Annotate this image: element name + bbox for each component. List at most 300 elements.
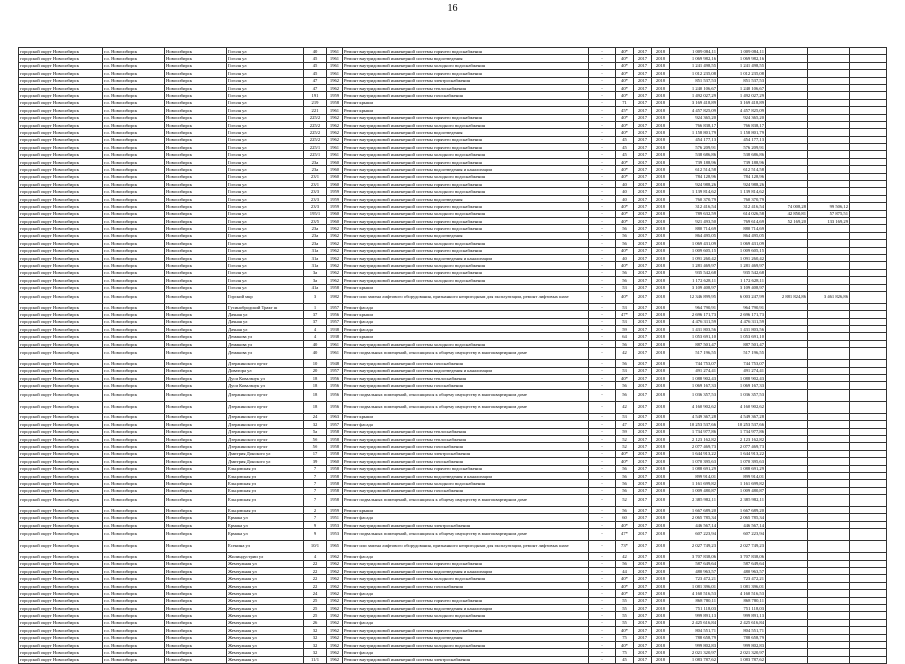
table-row — [19, 340, 887, 347]
total-cost-cell: 1 241 498,55 — [670, 62, 718, 69]
work-type-cell: Ремонт внутридомовой инженерной системы водоотведения — [343, 129, 589, 136]
budget-cost-cell — [766, 84, 808, 91]
total-cost-cell: 4 476 311,59 — [670, 318, 718, 325]
locality-cell: Новосибирск — [165, 55, 227, 62]
locality-cell: Новосибирск — [165, 225, 227, 232]
build-year-cell: 1960 — [327, 173, 343, 180]
street-cell: Гоголя ул — [227, 188, 304, 195]
wear-percent-cell: 53 — [616, 303, 634, 310]
table-row — [19, 514, 887, 521]
district-cell: городской округ Новосибирск — [19, 254, 103, 261]
start-year-cell: 2017 — [634, 225, 652, 232]
extra-cost-cell — [850, 582, 887, 589]
extra-cost-cell — [850, 129, 887, 136]
wear-percent-cell: 56 — [616, 389, 634, 401]
budget-cost-cell — [766, 634, 808, 641]
house-number-cell: 32 — [304, 421, 327, 428]
wear-percent-cell: 40* — [616, 173, 634, 180]
fund-cost-cell: 864 495,05 — [718, 232, 766, 239]
city-district-cell: г.о. Новосибирск — [103, 195, 165, 202]
wear-percent-cell: 59 — [616, 428, 634, 435]
start-year-cell: 2017 — [634, 340, 652, 347]
start-year-cell: 2017 — [634, 70, 652, 77]
extra-cost-cell — [850, 507, 887, 514]
wear-percent-cell: 56 — [616, 232, 634, 239]
district-cell: городской округ Новосибирск — [19, 656, 103, 663]
table-row — [19, 521, 887, 528]
build-year-cell: 1956 — [327, 375, 343, 382]
total-cost-cell: 2 077 469,73 — [670, 443, 718, 450]
table-row — [19, 472, 887, 479]
city-district-cell: г.о. Новосибирск — [103, 326, 165, 333]
start-year-cell: 2017 — [634, 428, 652, 435]
build-year-cell: 1957 — [327, 367, 343, 374]
work-type-cell: Ремонт внутридомовой инженерной системы холодного водоснабжения — [343, 151, 589, 158]
start-year-cell: 2017 — [634, 55, 652, 62]
total-cost-cell: 739 188,96 — [670, 158, 718, 165]
dash-cell: - — [589, 413, 616, 420]
street-cell: Жемчужная ул — [227, 627, 304, 634]
city-district-cell: г.о. Новосибирск — [103, 277, 165, 284]
budget-cost-cell — [766, 240, 808, 247]
end-year-cell: 2018 — [652, 188, 670, 195]
start-year-cell: 2017 — [634, 553, 652, 560]
table-row — [19, 217, 887, 224]
end-year-cell: 2018 — [652, 450, 670, 457]
dash-cell: - — [589, 553, 616, 560]
district-cell: городской округ Новосибирск — [19, 507, 103, 514]
wear-percent-cell: 75 — [616, 649, 634, 656]
start-year-cell: 2017 — [634, 521, 652, 528]
extra-cost-cell — [850, 443, 887, 450]
district-cell: городской округ Новосибирск — [19, 529, 103, 541]
fund-cost-cell: 1 069 167,33 — [718, 382, 766, 389]
extra-cost-cell — [850, 435, 887, 442]
table-row — [19, 507, 887, 514]
dash-cell: - — [589, 291, 616, 303]
locality-cell: Новосибирск — [165, 480, 227, 487]
start-year-cell: 2017 — [634, 495, 652, 507]
extra-cost-cell — [850, 181, 887, 188]
budget-cost-cell — [766, 507, 808, 514]
budget-cost-cell — [766, 303, 808, 310]
house-number-cell: 7 — [304, 514, 327, 521]
dash-cell: - — [589, 507, 616, 514]
wear-percent-cell: 40* — [616, 84, 634, 91]
start-year-cell: 2017 — [634, 77, 652, 84]
dash-cell: - — [589, 472, 616, 479]
city-district-cell: г.о. Новосибирск — [103, 582, 165, 589]
locality-cell: Новосибирск — [165, 421, 227, 428]
start-year-cell: 2017 — [634, 173, 652, 180]
build-year-cell: 1958 — [327, 472, 343, 479]
dash-cell: - — [589, 612, 616, 619]
table-row — [19, 590, 887, 597]
total-cost-cell: 1 088 691,29 — [670, 465, 718, 472]
budget-cost-cell: 2 881 824,86 — [766, 291, 808, 303]
locality-cell: Новосибирск — [165, 291, 227, 303]
wear-percent-cell: 45* — [616, 107, 634, 114]
city-district-cell: г.о. Новосибирск — [103, 333, 165, 340]
street-cell: Гоголя ул — [227, 129, 304, 136]
street-cell: Дзержинского пр-кт — [227, 428, 304, 435]
extra-cost-cell — [850, 367, 887, 374]
table-row — [19, 136, 887, 143]
extra-cost-cell — [850, 649, 887, 656]
build-year-cell: 1958 — [327, 443, 343, 450]
fund-cost-cell: 4 160 902,62 — [718, 401, 766, 413]
budget-cost-cell — [766, 590, 808, 597]
end-year-cell: 2018 — [652, 472, 670, 479]
start-year-cell: 2017 — [634, 367, 652, 374]
house-number-cell: 47 — [304, 77, 327, 84]
start-year-cell: 2017 — [634, 333, 652, 340]
locality-cell: Новосибирск — [165, 277, 227, 284]
wear-percent-cell: 56 — [616, 507, 634, 514]
extra-cost-cell — [850, 656, 887, 663]
district-cell: городской округ Новосибирск — [19, 487, 103, 494]
house-number-cell: 23а — [304, 232, 327, 239]
extra-cost-cell — [850, 92, 887, 99]
budget-cost-cell — [766, 70, 808, 77]
budget-cost-cell — [766, 367, 808, 374]
table-row — [19, 619, 887, 626]
dash-cell: - — [589, 62, 616, 69]
district-cell: городской округ Новосибирск — [19, 367, 103, 374]
city-district-cell: г.о. Новосибирск — [103, 401, 165, 413]
extra-cost-cell — [850, 151, 887, 158]
city-district-cell: г.о. Новосибирск — [103, 458, 165, 465]
extra-cost-cell — [850, 560, 887, 567]
wear-percent-cell: 55 — [616, 612, 634, 619]
budget-cost-cell — [766, 151, 808, 158]
district-cell: городской округ Новосибирск — [19, 158, 103, 165]
table-row — [19, 649, 887, 656]
total-cost-cell: 887 501,47 — [670, 340, 718, 347]
budget-cost-cell — [766, 195, 808, 202]
build-year-cell: 1961 — [327, 70, 343, 77]
end-year-cell: 2018 — [652, 627, 670, 634]
work-type-cell: Ремонт внутридомовой инженерной системы холодного водоснабжения — [343, 612, 589, 619]
locality-cell: Новосибирск — [165, 360, 227, 367]
end-year-cell: 2018 — [652, 114, 670, 121]
wear-percent-cell: 40* — [616, 291, 634, 303]
table-row — [19, 188, 887, 195]
extra-cost-cell — [850, 291, 887, 303]
total-cost-cell: 1 081 396,01 — [670, 582, 718, 589]
work-type-cell: Ремонт внутридомовой инженерной системы холодного водоснабжения — [343, 210, 589, 217]
budget-cost-cell — [766, 129, 808, 136]
total-cost-cell: 538 686,86 — [670, 151, 718, 158]
owners-cost-cell — [808, 303, 850, 310]
end-year-cell: 2018 — [652, 151, 670, 158]
wear-percent-cell: 40* — [616, 210, 634, 217]
city-district-cell: г.о. Новосибирск — [103, 188, 165, 195]
house-number-cell: 225/1 — [304, 144, 327, 151]
district-cell: городской округ Новосибирск — [19, 443, 103, 450]
budget-cost-cell — [766, 254, 808, 261]
table-row — [19, 443, 887, 450]
city-district-cell: г.о. Новосибирск — [103, 450, 165, 457]
dash-cell: - — [589, 210, 616, 217]
work-type-cell: Ремонт внутридомовой инженерной системы водоотведения — [343, 195, 589, 202]
district-cell: городской округ Новосибирск — [19, 541, 103, 553]
fund-cost-cell: 788 658,79 — [718, 634, 766, 641]
build-year-cell: 1962 — [327, 240, 343, 247]
district-cell: городской округ Новосибирск — [19, 560, 103, 567]
wear-percent-cell: 47* — [616, 311, 634, 318]
extra-cost-cell — [850, 575, 887, 582]
dash-cell: - — [589, 232, 616, 239]
owners-cost-cell — [808, 240, 850, 247]
start-year-cell: 2017 — [634, 48, 652, 55]
street-cell: Гоголя ул — [227, 195, 304, 202]
start-year-cell: 2017 — [634, 107, 652, 114]
end-year-cell: 2018 — [652, 348, 670, 360]
budget-cost-cell — [766, 529, 808, 541]
fund-cost-cell: 751 118,03 — [718, 605, 766, 612]
budget-cost-cell — [766, 649, 808, 656]
start-year-cell: 2017 — [634, 575, 652, 582]
owners-cost-cell — [808, 465, 850, 472]
start-year-cell: 2017 — [634, 472, 652, 479]
table-row — [19, 262, 887, 269]
work-type-cell: Ремонт внутридомовой инженерной системы электроснабжения — [343, 77, 589, 84]
work-type-cell: Ремонт внутридомовой инженерной системы холодного водоснабжения — [343, 240, 589, 247]
dash-cell: - — [589, 269, 616, 276]
fund-cost-cell: 1 734 977,86 — [718, 428, 766, 435]
city-district-cell: г.о. Новосибирск — [103, 77, 165, 84]
wear-percent-cell: 40* — [616, 62, 634, 69]
street-cell: Гоголя ул — [227, 262, 304, 269]
total-cost-cell: 1 139 814,62 — [670, 188, 718, 195]
wear-percent-cell: 40 — [616, 254, 634, 261]
locality-cell: Новосибирск — [165, 114, 227, 121]
total-cost-cell: 924 365,20 — [670, 114, 718, 121]
city-district-cell: г.о. Новосибирск — [103, 340, 165, 347]
budget-cost-cell — [766, 413, 808, 420]
work-type-cell: Ремонт внутридомовой инженерной системы горячего водоснабжения — [343, 136, 589, 143]
street-cell: Демакова ул — [227, 348, 304, 360]
work-type-cell: Ремонт внутридомовой инженерной системы электроснабжения — [343, 450, 589, 457]
end-year-cell: 2018 — [652, 367, 670, 374]
work-type-cell: Ремонт крыши — [343, 333, 589, 340]
extra-cost-cell — [850, 240, 887, 247]
budget-cost-cell — [766, 269, 808, 276]
table-row — [19, 560, 887, 567]
locality-cell: Новосибирск — [165, 262, 227, 269]
city-district-cell: г.о. Новосибирск — [103, 641, 165, 648]
city-district-cell: г.о. Новосибирск — [103, 367, 165, 374]
work-type-cell: Ремонт крыши — [343, 107, 589, 114]
work-type-cell: Ремонт подвальных помещений, относящихся к общему имуществу в многоквартирном доме — [343, 495, 589, 507]
fund-cost-cell: 2 065 785,34 — [718, 514, 766, 521]
total-cost-cell: 2 385 982,11 — [670, 495, 718, 507]
district-cell: городской округ Новосибирск — [19, 421, 103, 428]
start-year-cell: 2017 — [634, 401, 652, 413]
house-number-cell: 31а — [304, 254, 327, 261]
budget-cost-cell — [766, 77, 808, 84]
work-type-cell: Ремонт внутридомовой инженерной системы горячего водоснабжения — [343, 114, 589, 121]
street-cell: Жемчужная ул — [227, 649, 304, 656]
build-year-cell: 1962 — [327, 225, 343, 232]
city-district-cell: г.о. Новосибирск — [103, 173, 165, 180]
street-cell: Гоголя ул — [227, 240, 304, 247]
district-cell: городской округ Новосибирск — [19, 333, 103, 340]
build-year-cell: 1962 — [327, 619, 343, 626]
budget-cost-cell — [766, 382, 808, 389]
locality-cell: Новосибирск — [165, 136, 227, 143]
work-type-cell: Ремонт фасада — [343, 619, 589, 626]
start-year-cell: 2017 — [634, 480, 652, 487]
total-cost-cell: 12 346 899,95 — [670, 291, 718, 303]
owners-cost-cell: 57 875,51 — [808, 210, 850, 217]
table-row — [19, 450, 887, 457]
dash-cell: - — [589, 173, 616, 180]
wear-percent-cell: 47 — [616, 421, 634, 428]
budget-cost-cell — [766, 121, 808, 128]
house-number-cell: 47 — [304, 84, 327, 91]
build-year-cell: 1957 — [327, 421, 343, 428]
fund-cost-cell: 804 551,71 — [718, 627, 766, 634]
work-type-cell: Ремонт крыши — [343, 284, 589, 291]
district-cell: городской округ Новосибирск — [19, 99, 103, 106]
start-year-cell: 2017 — [634, 181, 652, 188]
owners-cost-cell — [808, 188, 850, 195]
budget-cost-cell — [766, 340, 808, 347]
wear-percent-cell: 55 — [616, 605, 634, 612]
city-district-cell: г.о. Новосибирск — [103, 507, 165, 514]
owners-cost-cell — [808, 247, 850, 254]
fund-cost-cell: 454 177,13 — [718, 136, 766, 143]
street-cell: Есенина ул — [227, 541, 304, 553]
table-row — [19, 435, 887, 442]
district-cell: городской округ Новосибирск — [19, 136, 103, 143]
city-district-cell: г.о. Новосибирск — [103, 99, 165, 106]
wear-percent-cell: 40* — [616, 203, 634, 210]
table-row — [19, 656, 887, 663]
total-cost-cell: 1 492 027,29 — [670, 92, 718, 99]
city-district-cell: г.о. Новосибирск — [103, 348, 165, 360]
fund-cost-cell: 784 128,96 — [718, 173, 766, 180]
owners-cost-cell — [808, 107, 850, 114]
street-cell: Жемчужная ул — [227, 612, 304, 619]
wear-percent-cell: 40* — [616, 121, 634, 128]
owners-cost-cell — [808, 421, 850, 428]
build-year-cell: 1958 — [327, 465, 343, 472]
city-district-cell: г.о. Новосибирск — [103, 240, 165, 247]
wear-percent-cell: 53 — [616, 318, 634, 325]
table-row — [19, 311, 887, 318]
table-row — [19, 641, 887, 648]
table-row — [19, 84, 887, 91]
end-year-cell: 2018 — [652, 277, 670, 284]
district-cell: городской округ Новосибирск — [19, 590, 103, 597]
house-number-cell: 219 — [304, 99, 327, 106]
owners-cost-cell — [808, 84, 850, 91]
district-cell: городской округ Новосибирск — [19, 291, 103, 303]
start-year-cell: 2017 — [634, 232, 652, 239]
locality-cell: Новосибирск — [165, 62, 227, 69]
district-cell: городской округ Новосибирск — [19, 480, 103, 487]
dash-cell: - — [589, 70, 616, 77]
city-district-cell: г.о. Новосибирск — [103, 541, 165, 553]
budget-cost-cell — [766, 495, 808, 507]
street-cell: Дзержинского пр-кт — [227, 389, 304, 401]
budget-cost-cell — [766, 173, 808, 180]
district-cell: городской округ Новосибирск — [19, 188, 103, 195]
total-cost-cell: 1 667 689,20 — [670, 507, 718, 514]
table-row — [19, 582, 887, 589]
build-year-cell: 1961 — [327, 144, 343, 151]
city-district-cell: г.о. Новосибирск — [103, 225, 165, 232]
locality-cell: Новосибирск — [165, 254, 227, 261]
budget-cost-cell — [766, 99, 808, 106]
end-year-cell: 2018 — [652, 656, 670, 663]
start-year-cell: 2017 — [634, 254, 652, 261]
start-year-cell: 2017 — [634, 84, 652, 91]
start-year-cell: 2017 — [634, 514, 652, 521]
build-year-cell: 1961 — [327, 48, 343, 55]
dash-cell: - — [589, 582, 616, 589]
table-row — [19, 612, 887, 619]
house-number-cell: 45 — [304, 62, 327, 69]
dash-cell: - — [589, 195, 616, 202]
street-cell: Дуси Ковальчук ул — [227, 375, 304, 382]
owners-cost-cell — [808, 136, 850, 143]
wear-percent-cell: 42 — [616, 348, 634, 360]
street-cell: Гоголя ул — [227, 158, 304, 165]
owners-cost-cell — [808, 62, 850, 69]
locality-cell: Новосибирск — [165, 107, 227, 114]
budget-cost-cell — [766, 284, 808, 291]
city-district-cell: г.о. Новосибирск — [103, 560, 165, 567]
fund-cost-cell: 1 492 027,29 — [718, 92, 766, 99]
wear-percent-cell: 40 — [616, 195, 634, 202]
work-type-cell: Ремонт крыши — [343, 413, 589, 420]
district-cell: городской округ Новосибирск — [19, 151, 103, 158]
fund-cost-cell: 1 009 084,11 — [718, 48, 766, 55]
fund-cost-cell: 4 160 516,53 — [718, 590, 766, 597]
end-year-cell: 2018 — [652, 195, 670, 202]
dash-cell: - — [589, 605, 616, 612]
work-type-cell: Ремонт внутридомовой инженерной системы холодного водоснабжения — [343, 188, 589, 195]
house-number-cell: 23а — [304, 240, 327, 247]
city-district-cell: г.о. Новосибирск — [103, 55, 165, 62]
house-number-cell: 40 — [304, 48, 327, 55]
house-number-cell: 1 — [304, 303, 327, 310]
house-number-cell: 5б — [304, 443, 327, 450]
total-cost-cell: 851 537,53 — [670, 77, 718, 84]
district-cell: городской округ Новосибирск — [19, 465, 103, 472]
start-year-cell: 2017 — [634, 114, 652, 121]
street-cell: Гоголя ул — [227, 166, 304, 173]
extra-cost-cell — [850, 568, 887, 575]
wear-percent-cell: 55 — [616, 597, 634, 604]
work-type-cell: Ремонт крыши — [343, 99, 589, 106]
work-type-cell: Ремонт подвальных помещений, относящихся к общему имуществу в многоквартирном доме — [343, 401, 589, 413]
dash-cell: - — [589, 421, 616, 428]
house-number-cell: 40 — [304, 340, 327, 347]
extra-cost-cell — [850, 605, 887, 612]
street-cell: Жемчужная ул — [227, 605, 304, 612]
street-cell: Демакова ул — [227, 340, 304, 347]
house-number-cell: 18 — [304, 382, 327, 389]
start-year-cell: 2017 — [634, 649, 652, 656]
house-number-cell: 3а — [304, 277, 327, 284]
work-type-cell: Ремонт внутридомовой инженерной системы водоотведения — [343, 232, 589, 239]
fund-cost-cell: 1 036 357,53 — [718, 389, 766, 401]
